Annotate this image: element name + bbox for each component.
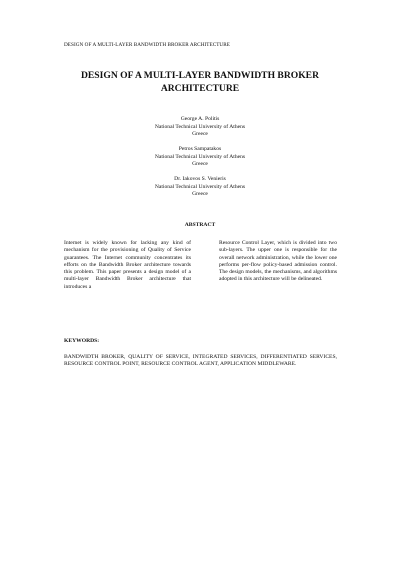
author-country: Greece [192,191,208,198]
author-affiliation: National Technical University of Athens [154,183,246,190]
abstract-left-column: Internet is widely known for lacking any kind of mechanism for the provisioning of Quality of Service guarantees. The Internet community concentrates its efforts on the Bandwidth Broker architecture towards this problem. This paper presents a design model of a multi-layer Bandwidth Broker architecture that introduces a [64,240,191,290]
running-header: DESIGN OF A MULTI-LAYER BANDWIDTH BROKER ARCHITECTURE [64,42,230,48]
author-name: Petros Sampatakos [178,145,222,152]
abstract-right-column: Resource Control Layer, which is divided into two sub-layers. The upper one is responsible for the overall network administration, while the lower one performs per-flow policy-based admission control. The design models, the mechanisms, and algorithms adopted in this architecture will be delineated. [219,240,337,283]
author-1 [60,116,340,139]
author-block [60,116,340,206]
paper-title-line-2: ARCHITECTURE [160,82,240,94]
keywords-text: BANDWIDTH BROKER, QUALITY OF SERVICE, INTEGRATED SERVICES, DIFFERENTIATED SERVICES, RESOURCE CONTROL POINT, RESOURCE CONTROL AGENT, APPLICATION MIDDLEWARE. [64,354,337,368]
author-country: Greece [192,131,208,138]
author-name: Dr. Iakovos S. Venieris [174,175,226,182]
author-2 [60,146,340,169]
paper-title-line-1: DESIGN OF A MULTI-LAYER BANDWIDTH BROKER [80,70,320,81]
author-affiliation: National Technical University of Athens [154,123,246,130]
author-affiliation: National Technical University of Athens [154,153,246,160]
author-name: George A. Politis [180,116,220,122]
abstract-heading: ABSTRACT [184,222,216,228]
author-3 [60,176,340,199]
keywords-heading: KEYWORDS: [64,338,100,344]
author-country: Greece [192,161,208,168]
paper-title [40,70,360,95]
